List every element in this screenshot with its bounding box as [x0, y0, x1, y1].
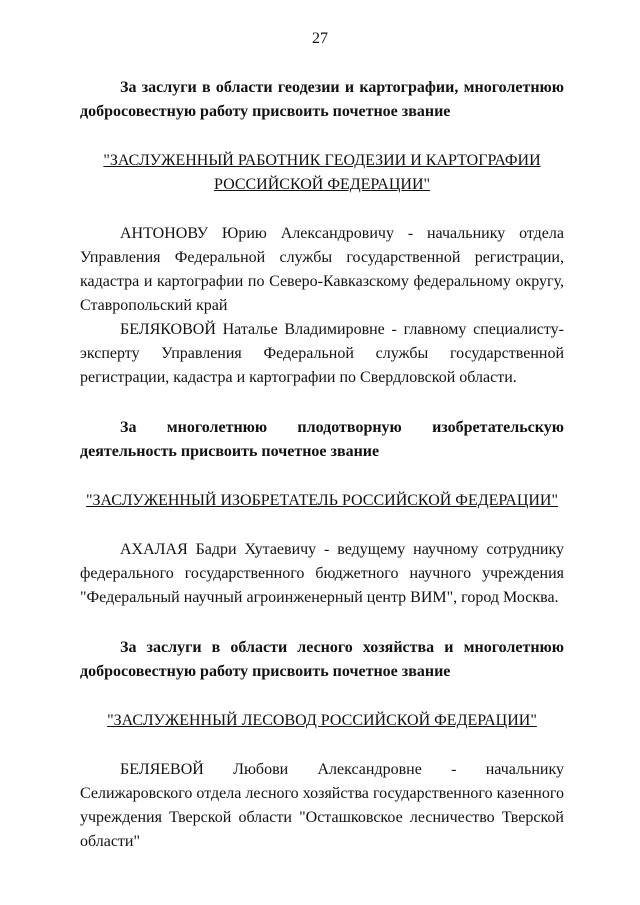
document-content: [80, 76, 564, 854]
page-number: 27: [312, 30, 328, 47]
recipient-entry: БЕЛЯЕВОЙ Любови Александровне - начальнику Селижаровского отдела лесного хозяйства государственного казенного учреждения Тверской области "Осташковское лесничество Тверской области": [80, 761, 564, 850]
honorary-title: [80, 489, 564, 513]
award-section-forester: [80, 636, 564, 854]
honorary-title-line: "ЗАСЛУЖЕННЫЙ ЛЕСОВОД РОССИЙСКОЙ ФЕДЕРАЦИИ": [107, 712, 537, 729]
honorary-title: [80, 709, 564, 733]
recipient-entry: АНТОНОВУ Юрию Александровичу - начальнику отдела Управления Федеральной службы государственной регистрации, кадастра и картографии по Северо-Кавказскому федеральному округу, Ставропольский край: [80, 225, 564, 314]
section-intro: За многолетнюю плодотворную изобретательскую деятельность присвоить почетное звание: [80, 419, 564, 460]
section-spacer: [80, 390, 564, 416]
honorary-title: [80, 149, 564, 197]
award-section-geodesy: [80, 76, 564, 390]
honorary-title-line: "ЗАСЛУЖЕННЫЙ ИЗОБРЕТАТЕЛЬ РОССИЙСКОЙ ФЕДЕРАЦИИ": [85, 492, 559, 509]
section-intro: За заслуги в области геодезии и картографии, многолетнюю добросовестную работу присвоить почетное звание: [80, 79, 564, 120]
recipient-entry: АХАЛАЯ Бадри Хутаевичу - ведущему научному сотруднику федерального государственного бюджетного научного учреждения "Федеральный научный агроинженерный центр ВИМ", город Москва.: [80, 541, 564, 606]
recipient-entry: БЕЛЯКОВОЙ Наталье Владимировне - главному специалисту-эксперту Управления Федеральной службы государственной регистрации, кадастра и картографии по Свердловской области.: [80, 321, 564, 386]
section-intro: За заслуги в области лесного хозяйства и многолетнюю добросовестную работу присвоить почетное звание: [80, 639, 564, 680]
section-spacer: [80, 610, 564, 636]
honorary-title-line: "ЗАСЛУЖЕННЫЙ РАБОТНИК ГЕОДЕЗИИ И КАРТОГРАФИИ: [103, 152, 541, 169]
honorary-title-line: РОССИЙСКОЙ ФЕДЕРАЦИИ": [213, 176, 431, 193]
award-section-inventor: [80, 416, 564, 610]
